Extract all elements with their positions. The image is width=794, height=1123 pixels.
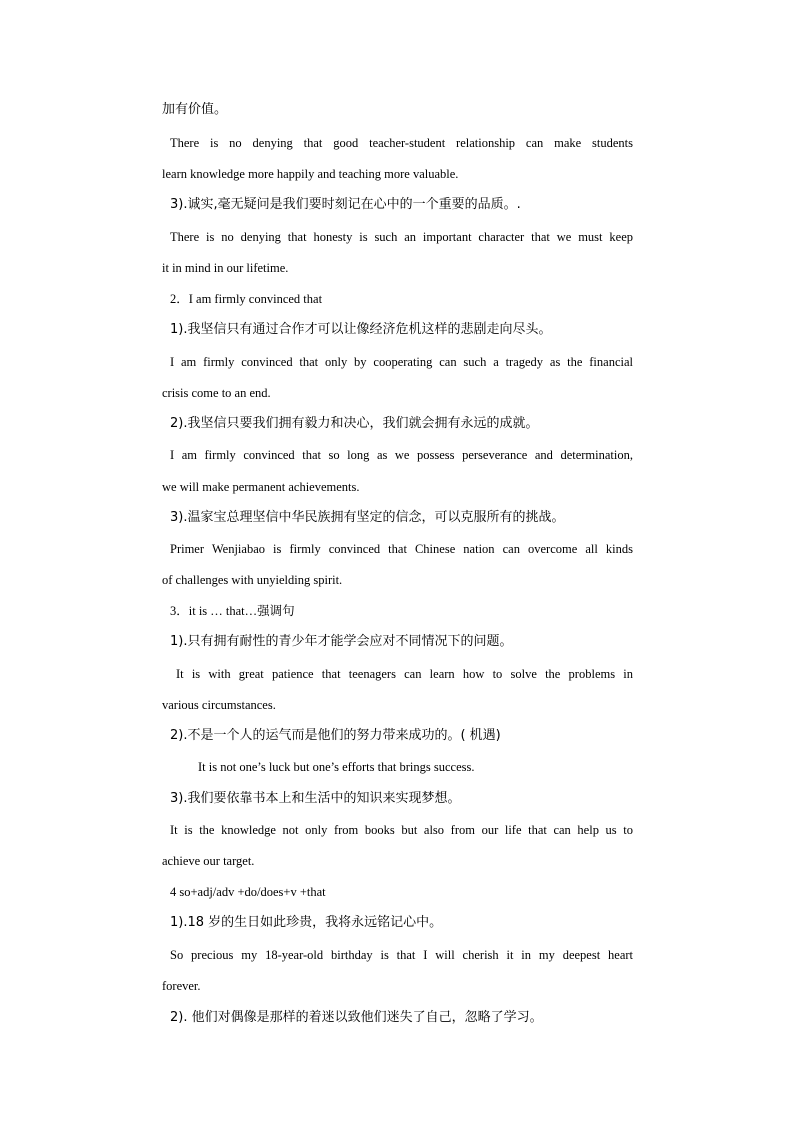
- text-line: 2).不是一个人的运气而是他们的努力带来成功的。( 机遇): [170, 728, 501, 743]
- text-line: 3).温家宝总理坚信中华民族拥有坚定的信念，可以克服所有的挑战。: [170, 510, 565, 525]
- text-line: 3).诚实,毫无疑问是我们要时刻记在心中的一个重要的品质。.: [170, 197, 521, 212]
- text-line: 加有价值。: [162, 102, 228, 117]
- text-line: There is no denying that good teacher-student relationship can make students: [170, 136, 633, 150]
- text-line: 3．it is … that…强调句: [170, 604, 295, 618]
- text-line: of challenges with unyielding spirit.: [162, 573, 343, 587]
- text-line: 1).我坚信只有通过合作才可以让像经济危机这样的悲剧走向尽头。: [170, 322, 552, 337]
- text-line: So precious my 18-year-old birthday is that I will cherish it in my deepest heart: [170, 948, 633, 962]
- text-line: we will make permanent achievements.: [162, 480, 360, 494]
- text-line: Primer Wenjiabao is firmly convinced that Chinese nation can overcome all kinds: [170, 542, 633, 556]
- text-line: it in mind in our lifetime.: [162, 261, 289, 275]
- text-line: learn knowledge more happily and teaching more valuable.: [162, 167, 459, 181]
- text-line: I am firmly convinced that only by cooperating can such a tragedy as the financial: [170, 355, 633, 369]
- text-line: It is not one’s luck but one’s efforts that brings success.: [198, 760, 475, 774]
- text-line: achieve our target.: [162, 854, 255, 868]
- text-line: It is with great patience that teenagers can learn how to solve the problems in: [176, 667, 633, 681]
- text-line: 2．I am firmly convinced that: [170, 292, 323, 306]
- text-line: 2). 他们对偶像是那样的着迷以致他们迷失了自己，忽略了学习。: [170, 1010, 543, 1025]
- text-line: 3).我们要依靠书本上和生活中的知识来实现梦想。: [170, 791, 461, 806]
- text-line: forever.: [162, 979, 201, 993]
- text-line: There is no denying that honesty is such an important character that we must keep: [170, 230, 633, 244]
- text-line: 1).18 岁的生日如此珍贵，我将永远铭记心中。: [170, 915, 443, 930]
- text-line: crisis come to an end.: [162, 386, 271, 400]
- text-line: 1).只有拥有耐性的青少年才能学会应对不同情况下的问题。: [170, 634, 513, 649]
- text-line: various circumstances.: [162, 698, 276, 712]
- text-line: I am firmly convinced that so long as we possess perseverance and determination,: [170, 448, 633, 462]
- text-line: It is the knowledge not only from books but also from our life that can help us to: [170, 823, 633, 837]
- text-line: 2).我坚信只要我们拥有毅力和决心，我们就会拥有永远的成就。: [170, 416, 539, 431]
- text-line: 4 so+adj/adv +do/does+v +that: [170, 885, 326, 899]
